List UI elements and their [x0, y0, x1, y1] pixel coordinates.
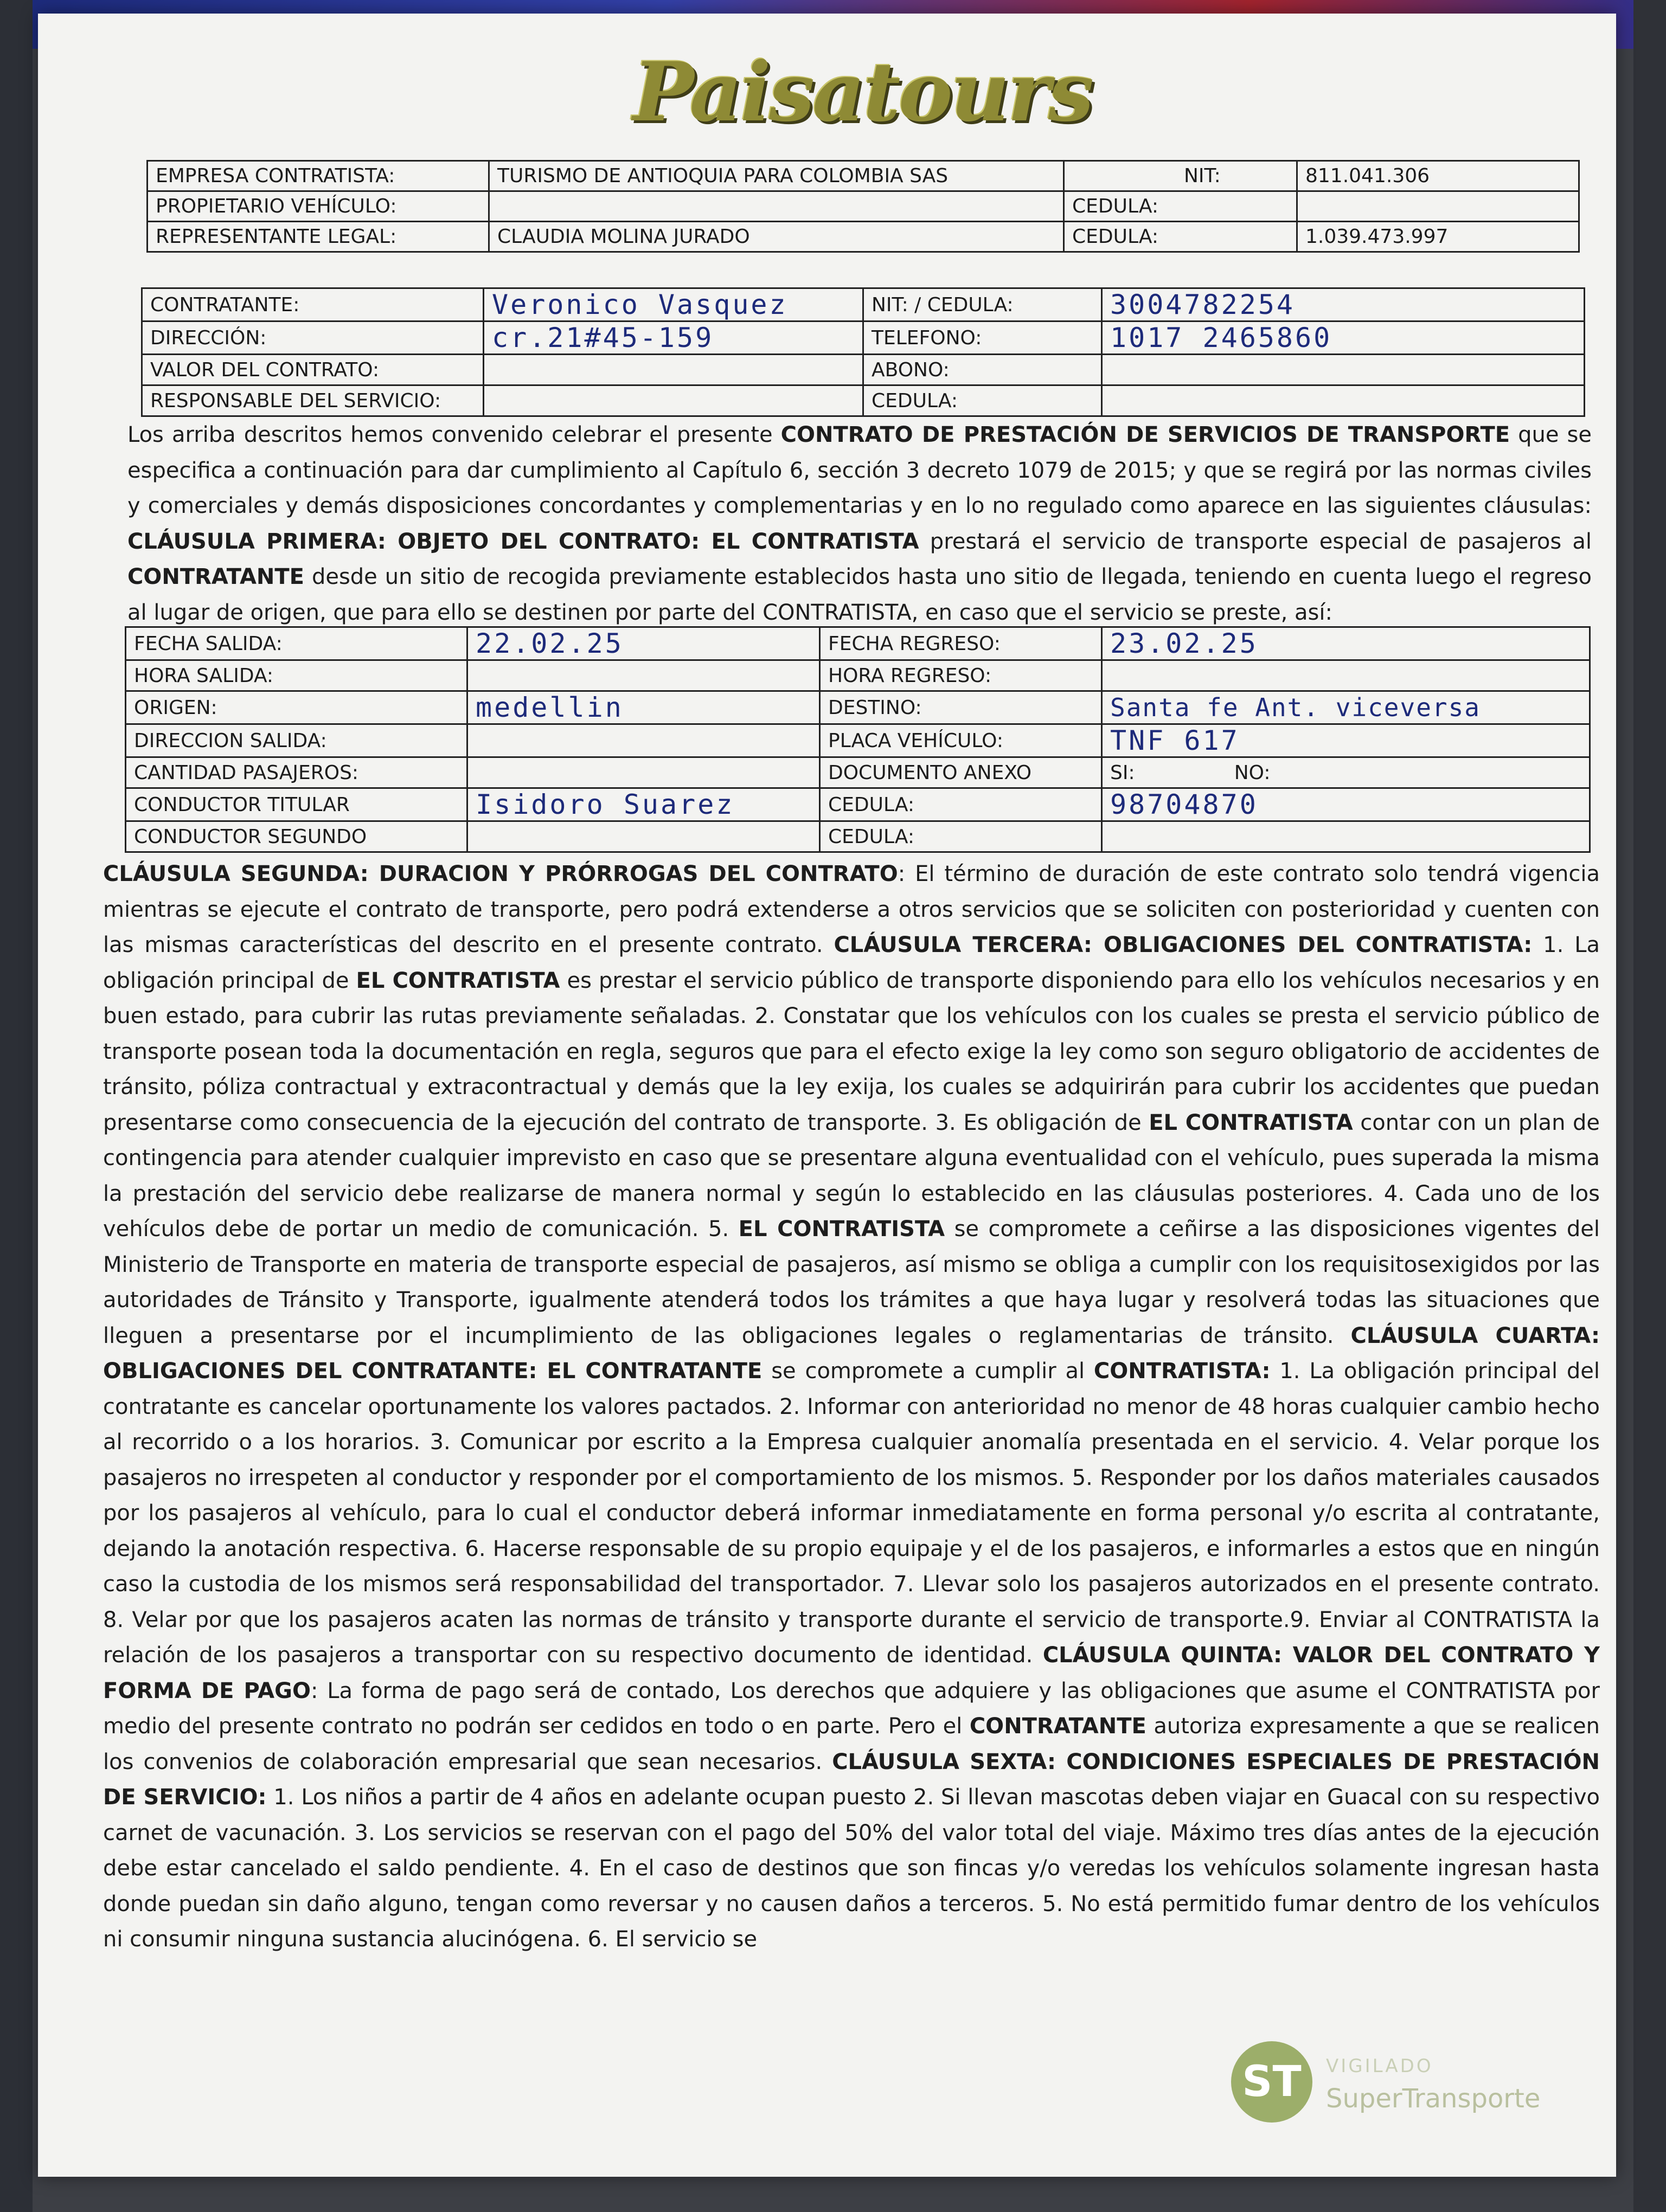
rep-label: REPRESENTANTE LEGAL: — [148, 222, 489, 252]
st-logo-icon: ST — [1231, 2041, 1312, 2123]
contract-type: CONTRATO DE PRESTACIÓN DE SERVICIOS DE TRANSPORTE — [780, 422, 1510, 447]
second-driver-label: CONDUCTOR SEGUNDO — [126, 821, 467, 852]
return-date-label: FECHA REGRESO: — [820, 627, 1102, 660]
intro-text-2: que se especifica a continuación para dar cumplimiento al Capítulo 6, sección 3 decreto 1079 de 2015; y que se regirá por las normas civiles y comerciales y demás disposiciones concordantes y complementarias y en lo no regulado como aparece en las siguientes cláusulas: — [127, 422, 1592, 518]
nit-value: 811.041.306 — [1297, 161, 1579, 191]
deposit-value — [1102, 355, 1585, 385]
table-row — [126, 724, 1590, 757]
table-row — [126, 821, 1590, 852]
annex-yes-no: SI: NO: — [1102, 757, 1590, 788]
contract-page — [38, 14, 1616, 2177]
client-label: CONTRATANTE: — [142, 288, 484, 321]
clause-5-bold: CONTRATANTE — [969, 1714, 1146, 1739]
plate-handwritten: TNF 617 — [1102, 724, 1590, 757]
passenger-count-label: CANTIDAD PASAJEROS: — [126, 757, 467, 788]
clause-3-text-a: 1. La obligación principal de — [103, 933, 1600, 993]
client-id-handwritten: 3004782254 — [1102, 288, 1585, 321]
annex-document-label: DOCUMENTO ANEXO — [820, 757, 1102, 788]
destination-label: DESTINO: — [820, 691, 1102, 724]
destination-handwritten: Santa fe Ant. viceversa — [1102, 691, 1590, 724]
clause-1-text: prestará el servicio de transporte especial de pasajeros al — [919, 529, 1592, 554]
clause-4-text-a: se compromete a cumplir al — [762, 1359, 1094, 1384]
rep-cedula-label: CEDULA: — [1064, 222, 1297, 252]
owner-value — [489, 191, 1064, 222]
responsible-value — [484, 385, 863, 416]
clauses-body — [103, 857, 1600, 1958]
trip-info-table — [125, 626, 1591, 853]
clause-3-bold-3: EL CONTRATISTA — [738, 1217, 945, 1242]
clause-3-text-e: se compromete a ceñirse a las disposiciones vigentes del Ministerio de Transporte en materia de transporte especial de pasajeros, así mismo se obliga a cumplir con los requisitosexigidos por las autoridades de Tránsito y Transporte, igualmente atenderá todos los trámites a que haya lugar y resolverá todas las situaciones que lleguen a presentarse por el incumplimiento de las obligaciones legales o reglamentarias de tránsito. — [103, 1217, 1600, 1348]
return-time-label: HORA REGRESO: — [820, 660, 1102, 691]
background-right-edge — [1633, 0, 1666, 2212]
clause-3-bold-1: EL CONTRATISTA — [356, 968, 560, 993]
owner-label: PROPIETARIO VEHÍCULO: — [148, 191, 489, 222]
table-row — [148, 161, 1579, 191]
company-info-table — [146, 160, 1580, 253]
origin-label: ORIGEN: — [126, 691, 467, 724]
logo-wordmark: Paisatours — [632, 44, 1092, 140]
table-row — [142, 355, 1585, 385]
origin-handwritten: medellin — [467, 691, 820, 724]
driver-cedula-handwritten: 98704870 — [1102, 788, 1590, 821]
plate-label: PLACA VEHÍCULO: — [820, 724, 1102, 757]
driver-label: CONDUCTOR TITULAR — [126, 788, 467, 821]
address-label: DIRECCIÓN: — [142, 321, 484, 355]
table-row — [148, 191, 1579, 222]
supertransporte-watermark — [1231, 2041, 1578, 2123]
clause-1-text-2: desde un sitio de recogida previamente establecidos hasta uno sitio de llegada, teniendo en cuenta luego el regreso al lugar de origen, que para ello se destinen por parte del CONTRATISTA, en caso que el servicio se preste, así: — [127, 564, 1592, 625]
company-logo — [569, 35, 1155, 149]
clause-4-title: CLÁUSULA CUARTA: OBLIGACIONES DEL CONTRATANTE: EL CONTRATANTE — [103, 1323, 1600, 1384]
table-row — [126, 627, 1590, 660]
rep-cedula-value: 1.039.473.997 — [1297, 222, 1579, 252]
clause-4-bold-1: CONTRATISTA: — [1093, 1359, 1271, 1384]
second-driver-cedula-label: CEDULA: — [820, 821, 1102, 852]
driver-name-handwritten: Isidoro Suarez — [467, 788, 820, 821]
table-row — [126, 691, 1590, 724]
rep-value: CLAUDIA MOLINA JURADO — [489, 222, 1064, 252]
departure-address-label: DIRECCION SALIDA: — [126, 724, 467, 757]
departure-time-label: HORA SALIDA: — [126, 660, 467, 691]
responsible-cedula-label: CEDULA: — [863, 385, 1102, 416]
departure-date-handwritten: 22.02.25 — [467, 627, 820, 660]
phone-handwritten: 1017 2465860 — [1102, 321, 1585, 355]
owner-cedula-value — [1297, 191, 1579, 222]
driver-cedula-label: CEDULA: — [820, 788, 1102, 821]
second-driver-cedula-value — [1102, 821, 1590, 852]
departure-address-value — [467, 724, 820, 757]
watermark-vigilado: VIGILADO — [1326, 2055, 1433, 2077]
intro-paragraph — [127, 417, 1592, 631]
nit-label: NIT: — [1064, 161, 1297, 191]
table-row — [126, 660, 1590, 691]
clause-2-text: : El término de duración de este contrato solo tendrá vigencia mientras se ejecute el contrato de transporte, pero podrá extenderse a otros servicios que se soliciten con posterioridad y cuenten con las mismas características del descrito en el presente contrato. — [103, 861, 1600, 957]
client-name-handwritten: Veronico Vasquez — [484, 288, 863, 321]
table-row — [142, 288, 1585, 321]
clause-2-title: CLÁUSULA SEGUNDA: DURACION Y PRÓRROGAS DEL CONTRATO — [103, 861, 898, 886]
return-time-value — [1102, 660, 1590, 691]
client-info-table — [141, 287, 1585, 417]
owner-cedula-label: CEDULA: — [1064, 191, 1297, 222]
company-label: EMPRESA CONTRATISTA: — [148, 161, 489, 191]
client-id-label: NIT: / CEDULA: — [863, 288, 1102, 321]
clause-1-bold: CONTRATANTE — [127, 564, 304, 589]
table-row — [142, 385, 1585, 416]
intro-text: Los arriba descritos hemos convenido celebrar el presente — [127, 422, 781, 447]
departure-time-value — [467, 660, 820, 691]
watermark-name: SuperTransporte — [1326, 2084, 1541, 2114]
clause-3-text-c: es prestar el servicio público de transporte disponiendo para ello los vehículos necesarios y en buen estado, para cubrir las rutas previamente señaladas. 2. Constatar que los vehículos con los cuales se presta el servicio público de transporte posean toda la documentación en regla, seguros que para el efecto exige la ley como son seguro obligatorio de accidentes de tránsito, póliza contractual y extracontractual y demás que la ley exija, los cuales se adquirirán para cubrir los accidentes que puedan presentarse como consecuencia de la ejecución del contrato de transporte. 3. Es obligación de — [103, 968, 1600, 1135]
clause-5-text-2: autoriza expresamente a que se realicen los convenios de colaboración empresarial que sean necesarios. — [103, 1714, 1600, 1774]
passenger-count-value — [467, 757, 820, 788]
clause-6-text: 1. Los niños a partir de 4 años en adelante ocupan puesto 2. Si llevan mascotas deben viajar en Guacal con su respectivo carnet de vacunación. 3. Los servicios se reservan con el pago del 50% del valor total del viaje. Máximo tres días antes de la ejecución debe estar cancelado el saldo pendiente. 4. En el caso de destinos que son fincas y/o veredas los vehículos solamente ingresan hasta donde puedan sin daño alguno, tengan como reversar y no causen daños a terceros. 5. No está permitido fumar dentro de los vehículos ni consumir ninguna sustancia alucinógena. 6. El servicio se — [103, 1785, 1600, 1952]
deposit-label: ABONO: — [863, 355, 1102, 385]
return-date-handwritten: 23.02.25 — [1102, 627, 1590, 660]
address-handwritten: cr.21#45-159 — [484, 321, 863, 355]
background-left-edge — [0, 0, 33, 2212]
table-row — [142, 321, 1585, 355]
table-row — [148, 222, 1579, 252]
table-row — [126, 788, 1590, 821]
contract-value-label: VALOR DEL CONTRATO: — [142, 355, 484, 385]
clause-3-title: CLÁUSULA TERCERA: OBLIGACIONES DEL CONTRATISTA: — [834, 933, 1533, 957]
clause-1-title: CLÁUSULA PRIMERA: OBJETO DEL CONTRATO: EL CONTRATISTA — [127, 529, 919, 554]
clause-6-title: CLÁUSULA SEXTA: CONDICIONES ESPECIALES DE PRESTACIÓN DE SERVICIO: — [103, 1749, 1600, 1810]
departure-date-label: FECHA SALIDA: — [126, 627, 467, 660]
clause-3-text-d: contar con un plan de contingencia para atender cualquier imprevisto en caso que se presentare alguna eventualidad con el vehículo, pues superada la misma la prestación del servicio debe realizarse de manera normal y según lo establecido en las cláusulas posteriores. 4. Cada uno de los vehículos debe de portar un medio de comunicación. 5. — [103, 1110, 1600, 1242]
company-value: TURISMO DE ANTIOQUIA PARA COLOMBIA SAS — [489, 161, 1064, 191]
clause-5-title: CLÁUSULA QUINTA: VALOR DEL CONTRATO Y FORMA DE PAGO — [103, 1643, 1600, 1703]
clause-5-text: : La forma de pago será de contado, Los derechos que adquiere y las obligaciones que asume el CONTRATISTA por medio del presente contrato no podrán ser cedidos en todo o en parte. Pero el — [103, 1678, 1600, 1739]
contract-value — [484, 355, 863, 385]
table-row — [126, 757, 1590, 788]
second-driver-value — [467, 821, 820, 852]
phone-label: TELEFONO: — [863, 321, 1102, 355]
clause-3-bold-2: EL CONTRATISTA — [1149, 1110, 1353, 1135]
clause-4-text-c: 1. La obligación principal del contratante es cancelar oportunamente los valores pactados. 2. Informar con anterioridad no menor de 48 horas cualquier cambio hecho al recorrido o a los horarios. 3. Comunicar por escrito a la Empresa cualquier anomalía presentada en el servicio. 4. Velar porque los pasajeros no irrespeten al conductor y responder por el comportamiento de los mismos. 5. Responder por los daños materiales causados por los pasajeros al vehículo, para lo cual el conductor deberá informar inmediatamente en forma personal y/o escrita al contratante, dejando la anotación respectiva. 6. Hacerse responsable de su propio equipaje y el de los pasajeros, e informarles a estos que en ningún caso la custodia de los mismos será responsabilidad del transportador. 7. Llevar solo los pasajeros autorizados en el presente contrato. 8. Velar por que los pasajeros acaten las normas de tránsito y transporte durante el servicio de transporte.9. Enviar al CONTRATISTA la relación de los pasajeros a transportar con su respectivo documento de identidad. — [103, 1359, 1600, 1668]
responsible-label: RESPONSABLE DEL SERVICIO: — [142, 385, 484, 416]
responsible-cedula-value — [1102, 385, 1585, 416]
